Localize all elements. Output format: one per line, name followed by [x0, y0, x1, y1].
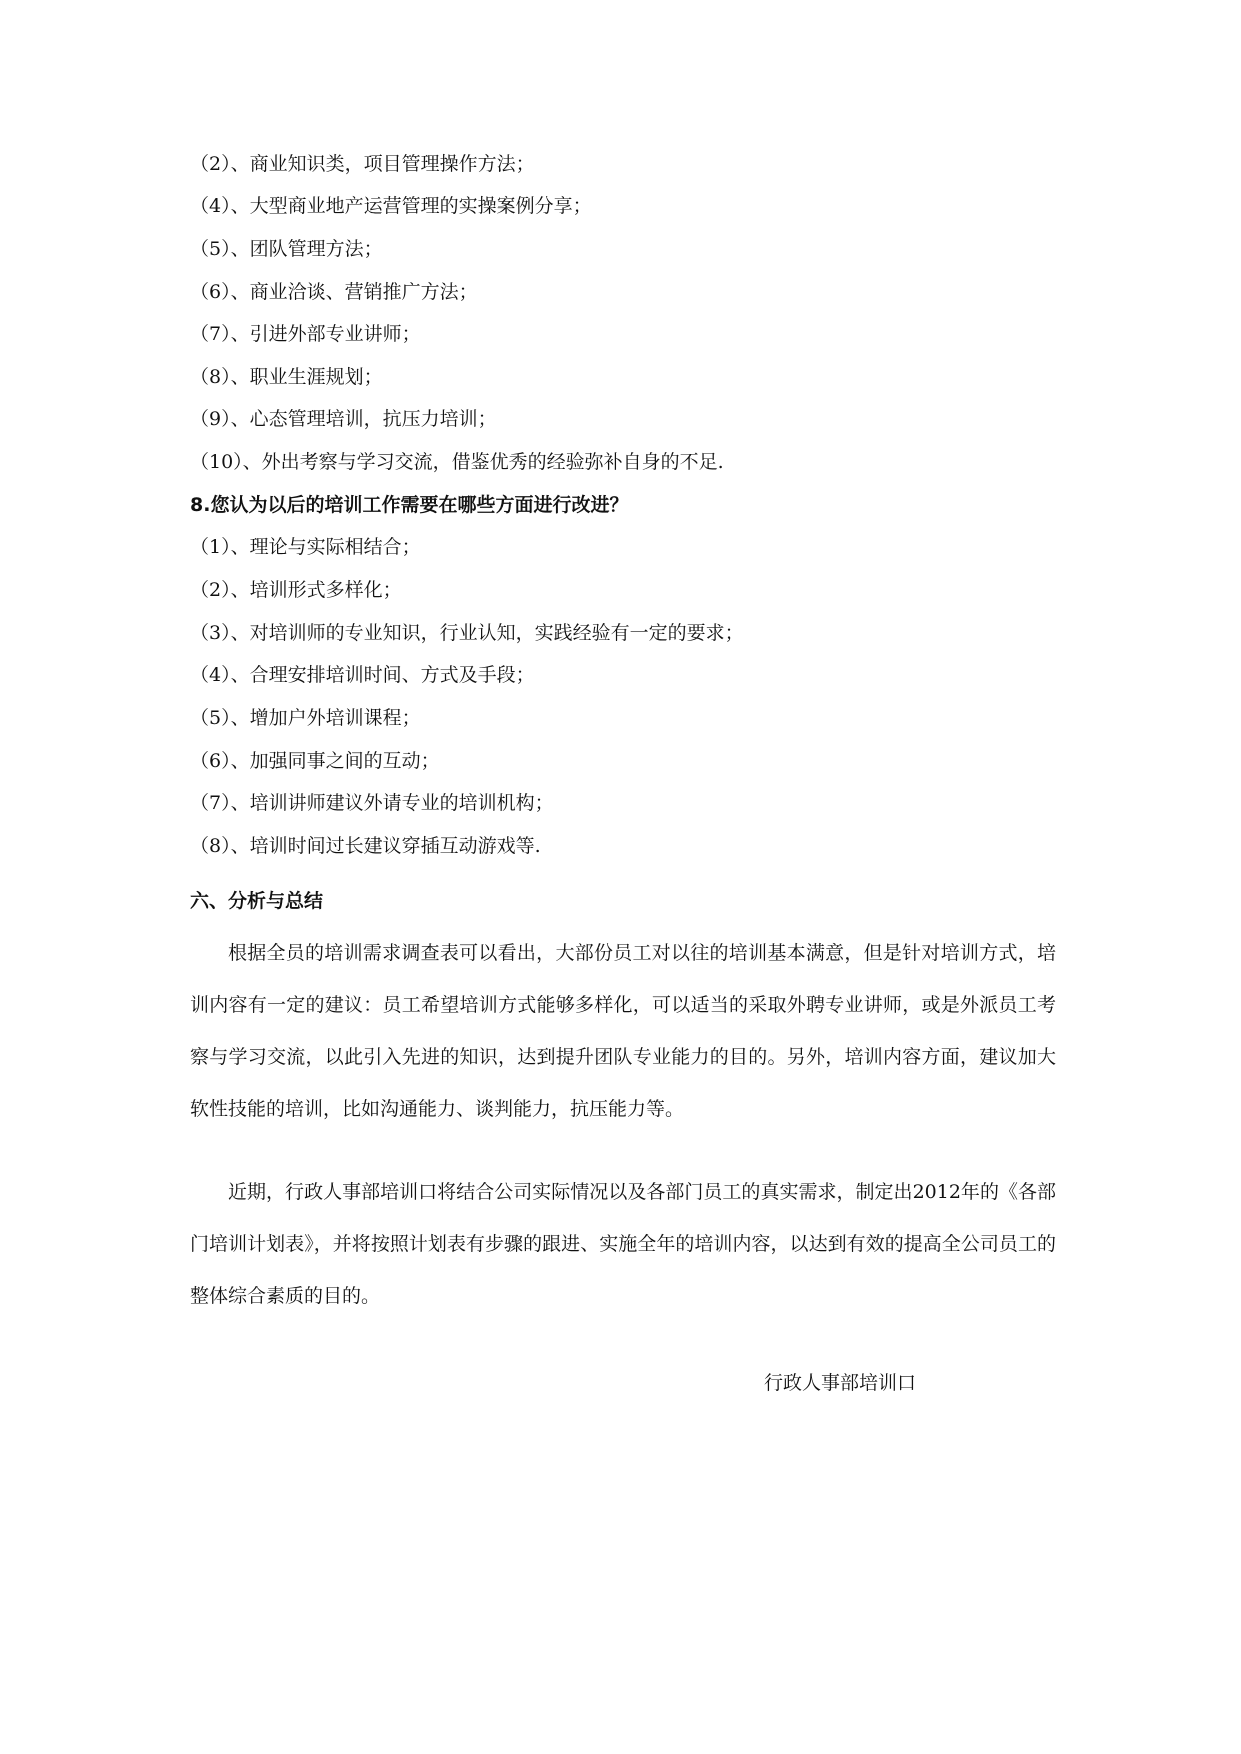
- list-item: （1）、理论与实际相结合；: [190, 536, 421, 558]
- list-item: （7）、引进外部专业讲师；: [190, 323, 421, 345]
- list-item: （4）、大型商业地产运营管理的实操案例分享；: [190, 195, 592, 217]
- list-item: （3）、对培训师的专业知识，行业认知，实践经验有一定的要求；: [190, 622, 744, 644]
- signature-department: 行政人事部培训口: [764, 1372, 917, 1394]
- list-item: （10）、外出考察与学习交流，借鉴优秀的经验弥补自身的不足.: [190, 451, 724, 473]
- list-item: （8）、职业生涯规划；: [190, 366, 383, 388]
- list-item: （6）、加强同事之间的互动；: [190, 750, 440, 772]
- plan-paragraph: 近期，行政人事部培训口将结合公司实际情况以及各部门员工的真实需求，制定出2012年的《各部门培训计划表》，并将按照计划表有步骤的跟进、实施全年的培训内容，以达到有效的提高全公司员工的整体综合素质的目的。: [190, 1181, 1056, 1307]
- list-item: （6）、商业洽谈、营销推广方法；: [190, 281, 478, 303]
- list-item: （8）、培训时间过长建议穿插互动游戏等.: [190, 835, 541, 857]
- list-item: （2）、商业知识类，项目管理操作方法；: [190, 153, 535, 175]
- list-item: （5）、团队管理方法；: [190, 238, 383, 260]
- list-item: （7）、培训讲师建议外请专业的培训机构；: [190, 792, 554, 814]
- question-heading: 8.您认为以后的培训工作需要在哪些方面进行改进？: [190, 494, 629, 516]
- summary-paragraph: 根据全员的培训需求调查表可以看出，大部份员工对以往的培训基本满意，但是针对培训方式，培训内容有一定的建议：员工希望培训方式能够多样化，可以适当的采取外聘专业讲师，或是外派员工考察与学习交流，以此引入先进的知识，达到提升团队专业能力的目的。另外，培训内容方面，建议加大软性技能的培训，比如沟通能力、谈判能力，抗压能力等。: [190, 942, 1056, 1120]
- list-item: （5）、增加户外培训课程；: [190, 707, 421, 729]
- list-item: （4）、合理安排培训时间、方式及手段；: [190, 664, 535, 686]
- section-heading: 六、分析与总结: [190, 890, 324, 912]
- list-item: （9）、心态管理培训，抗压力培训；: [190, 408, 497, 430]
- list-item: （2）、培训形式多样化；: [190, 579, 402, 601]
